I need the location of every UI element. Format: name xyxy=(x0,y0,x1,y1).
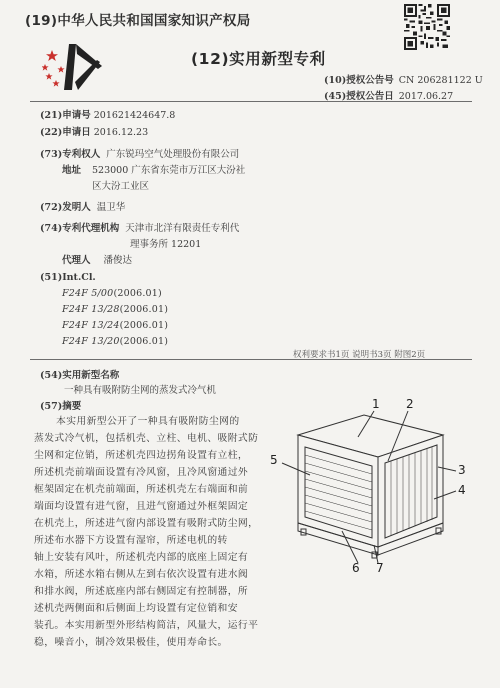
abstract-line: 水箱，所述水箱右侧从左到右依次设置有进水阀 xyxy=(34,569,249,580)
callout-3: 3 xyxy=(458,463,466,477)
office-name: (19)中华人民共和国国家知识产权局 xyxy=(25,13,251,29)
title-label: (54)实用新型名称 xyxy=(40,370,120,381)
inventor xyxy=(40,199,125,213)
ipc-version: (2006.01) xyxy=(119,320,169,331)
agency-label: (74)专利代理机构 xyxy=(40,223,120,234)
callout-6: 6 xyxy=(352,561,360,575)
abstract-label: (57)摘要 xyxy=(40,401,82,412)
ipc-code: F24F 13/24 xyxy=(62,320,120,331)
publication-date-value: 2017.06.27 xyxy=(398,91,454,102)
ipc-code: F24F 13/20 xyxy=(62,336,120,347)
callout-2: 2 xyxy=(406,397,414,411)
ipc-code: F24F 13/28 xyxy=(62,304,120,315)
publication-number xyxy=(324,72,483,86)
callout-4: 4 xyxy=(458,483,466,497)
abstract-figure xyxy=(268,395,478,580)
utility-model-title: 一种具有吸附防尘网的蒸发式冷气机 xyxy=(64,385,217,396)
inventor-label: (72)发明人 xyxy=(40,202,91,213)
patentee-value: 广东锐玛空气处理股份有限公司 xyxy=(106,149,240,160)
abstract-line: 轴上安装有风叶，所述机壳内部的底座上固定有 xyxy=(34,552,249,563)
ipc-row xyxy=(62,288,162,299)
abstract-line: 蒸发式冷气机，包括机壳、立柱、电机、吸附式防 xyxy=(34,433,259,444)
application-number xyxy=(40,107,175,121)
abstract-line: 尘网和定位销，所述机壳四边拐角设置有立柱， xyxy=(34,450,249,461)
abstract-line: 框架固定在机壳前端面，所述机壳左右端面和前 xyxy=(34,484,249,495)
callout-5: 5 xyxy=(270,453,278,467)
agency-line-2: 理事务所 12201 xyxy=(130,239,202,250)
int-cl-label: (51)Int.Cl. xyxy=(40,272,96,283)
page-count-summary: 权利要求书1页 说明书3页 附图2页 xyxy=(293,350,426,360)
agent-value: 潘俊达 xyxy=(103,255,133,266)
patentee xyxy=(40,146,239,160)
application-date xyxy=(40,124,148,138)
application-date-value: 2016.12.23 xyxy=(93,127,149,138)
abstract-line: 所述布水器下方设置有湿帘，所述电机的转 xyxy=(34,535,228,546)
publication-date-label: (45)授权公告日 xyxy=(324,91,394,102)
agency-value: 天津市北洋有限责任专利代 xyxy=(125,223,240,234)
abstract-line: 装孔。本实用新型外形结构简洁，风量大，运行平 xyxy=(34,620,259,631)
publication-number-value: CN 206281122 U xyxy=(398,75,483,86)
agent-label: 代理人 xyxy=(62,255,91,266)
publication-date xyxy=(324,88,453,102)
abstract-line: 和排水阀，所述底座内部右侧固定有控制器，所 xyxy=(34,586,249,597)
ipc-version: (2006.01) xyxy=(113,288,162,299)
address-line-1: 523000 广东省东莞市万江区大汾社 xyxy=(92,165,246,176)
document-type: (12)实用新型专利 xyxy=(191,50,326,68)
abstract-line: 稳，噪音小，制冷效果极佳，使用寿命长。 xyxy=(34,637,228,648)
ipc-row xyxy=(62,304,168,315)
agency xyxy=(40,220,239,234)
header-rule xyxy=(30,101,472,102)
callout-1: 1 xyxy=(372,397,380,411)
qr-code xyxy=(404,4,450,50)
abstract-line: 述机壳两侧面和后侧面上均设置有定位销和安 xyxy=(34,603,238,614)
ipc-code: F24F 5/00 xyxy=(62,288,114,299)
patentee-label: (73)专利权人 xyxy=(40,149,101,160)
abstract-line: 所述机壳前端面设置有冷风窗，且冷风窗通过外 xyxy=(34,467,249,478)
callout-7: 7 xyxy=(376,561,384,575)
ipc-row xyxy=(62,336,168,347)
abstract-line: 端面均设置有进气窗，且进气窗通过外框架固定 xyxy=(34,501,249,512)
application-number-value: 201621424647.8 xyxy=(93,110,176,121)
agent xyxy=(62,252,132,266)
ipc-version: (2006.01) xyxy=(119,304,169,315)
ipc-row xyxy=(62,320,168,331)
ipc-version: (2006.01) xyxy=(119,336,169,347)
address-line-2: 区大汾工业区 xyxy=(92,181,150,192)
address-label: 地址 xyxy=(62,165,82,176)
inventor-value: 温卫华 xyxy=(96,202,126,213)
abstract-line: 本实用新型公开了一种具有吸附防尘网的 xyxy=(56,416,240,427)
application-date-label: (22)申请日 xyxy=(40,127,91,138)
publication-number-label: (10)授权公告号 xyxy=(324,75,394,86)
application-number-label: (21)申请号 xyxy=(40,110,91,121)
abstract-line: 在机壳上，所述进气窗内部设置有吸附式防尘网， xyxy=(34,518,259,529)
cnipa-logo xyxy=(42,44,102,90)
